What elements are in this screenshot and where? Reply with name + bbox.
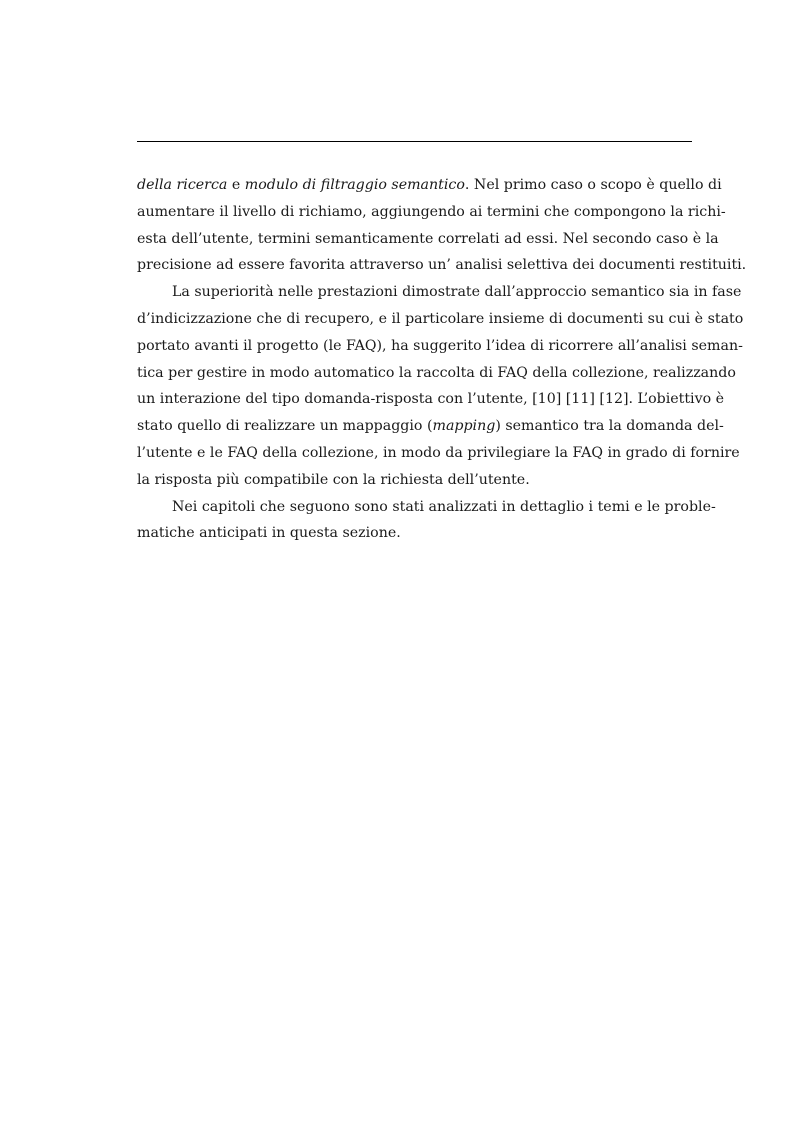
text-line: d’indicizzazione che di recupero, e il particolare insieme di documenti su cui è stato: [137, 310, 744, 327]
text-line: La superiorità nelle prestazioni dimostrate dall’approccio semantico sia in fase: [172, 284, 742, 301]
text-line: un interazione del tipo domanda-risposta con l’utente, [10] [11] [12]. L’obiettivo è: [137, 391, 725, 408]
paragraph-3: [137, 494, 716, 548]
italic-term: mapping: [432, 418, 496, 435]
text-line: esta dell’utente, termini semanticamente correlati ad essi. Nel secondo caso è la: [137, 230, 719, 247]
header-rule: [137, 141, 692, 142]
italic-term: modulo di filtraggio semantico: [244, 177, 465, 193]
text-line: la risposta più compatibile con la richiesta dell’utente.: [137, 471, 530, 488]
text-line: Nei capitoli che seguono sono stati analizzati in dettaglio i temi e le proble-: [172, 498, 716, 515]
text-line: matiche anticipati in questa sezione.: [137, 525, 401, 542]
text-line: aumentare il livello di richiamo, aggiungendo ai termini che compongono la richi-: [137, 203, 726, 220]
italic-term: della ricerca: [137, 177, 228, 193]
page-body: [137, 172, 747, 547]
text-line: precisione ad essere favorita attraverso un’ analisi selettiva dei documenti restituiti.: [137, 257, 747, 274]
text-line: l’utente e le FAQ della collezione, in modo da privilegiare la FAQ in grado di fornire: [137, 444, 740, 461]
text-line: tica per gestire in modo automatico la raccolta di FAQ della collezione, realizzando: [137, 364, 736, 381]
text-line: portato avanti il progetto (le FAQ), ha suggerito l’idea di ricorrere all’analisi seman-: [137, 337, 743, 354]
paragraph-2: [137, 279, 744, 493]
paragraph-1: [137, 172, 747, 279]
text-line: della ricerca e modulo di filtraggio semantico. Nel primo caso o scopo è quello di: [137, 177, 722, 193]
text-line: stato quello di realizzare un mappaggio (mapping) semantico tra la domanda del-: [137, 418, 724, 435]
